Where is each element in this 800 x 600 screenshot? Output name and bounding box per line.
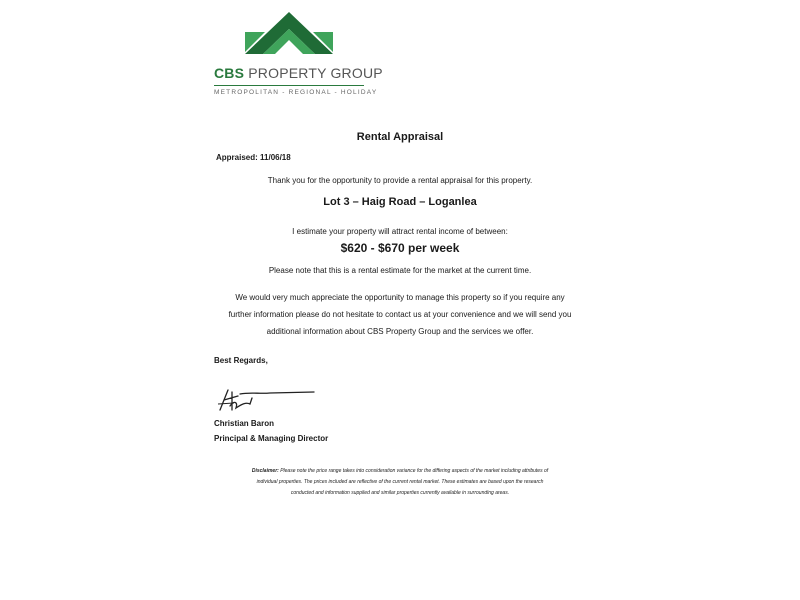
sign-off: Best Regards,	[214, 356, 268, 365]
rental-amount: $620 - $670 per week	[340, 241, 460, 255]
document-title: Rental Appraisal	[356, 131, 444, 143]
appraised-date: Appraised: 11/06/18	[216, 153, 291, 162]
signature-graphic	[212, 384, 322, 414]
paragraph-line: further information please do not hesitate to contact us at your convenience and we will send you	[228, 310, 572, 319]
logo-wordmark: CBS PROPERTY GROUP	[214, 65, 383, 81]
thanks-line: Thank you for the opportunity to provide a rental appraisal for this property.	[267, 176, 533, 185]
paragraph-line: additional information about CBS Property Group and the services we offer.	[266, 327, 534, 336]
paragraph-line: We would very much appreciate the opportunity to manage this property so if you require any	[235, 293, 565, 302]
estimate-note: Please note that this is a rental estimate for the market at the current time.	[268, 266, 532, 275]
closing-paragraph	[0, 289, 800, 340]
logo-tagline: METROPOLITAN - REGIONAL - HOLIDAY	[214, 89, 378, 96]
logo-divider	[214, 85, 364, 86]
disclaimer	[0, 466, 800, 499]
disclaimer-line: individual properties. The prices included are reflective of the current rental market. These estimates are based upon the research	[256, 479, 544, 485]
signer-name: Christian Baron	[214, 419, 275, 428]
property-address: Lot 3 – Haig Road – Loganlea	[323, 196, 477, 208]
signer-title: Principal & Managing Director	[214, 434, 329, 443]
disclaimer-label: Disclaimer:	[251, 468, 279, 474]
estimate-intro: I estimate your property will attract rental income of between:	[292, 227, 508, 236]
roof-logo-icon	[245, 10, 333, 56]
disclaimer-line: conducted and information supplied and similar properties currently available in surrounding areas.	[290, 490, 510, 496]
disclaimer-line: Disclaimer: Please note the price range takes into consideration variance for the differing aspects of the market including attributes of	[251, 468, 549, 474]
company-logo	[212, 10, 383, 96]
